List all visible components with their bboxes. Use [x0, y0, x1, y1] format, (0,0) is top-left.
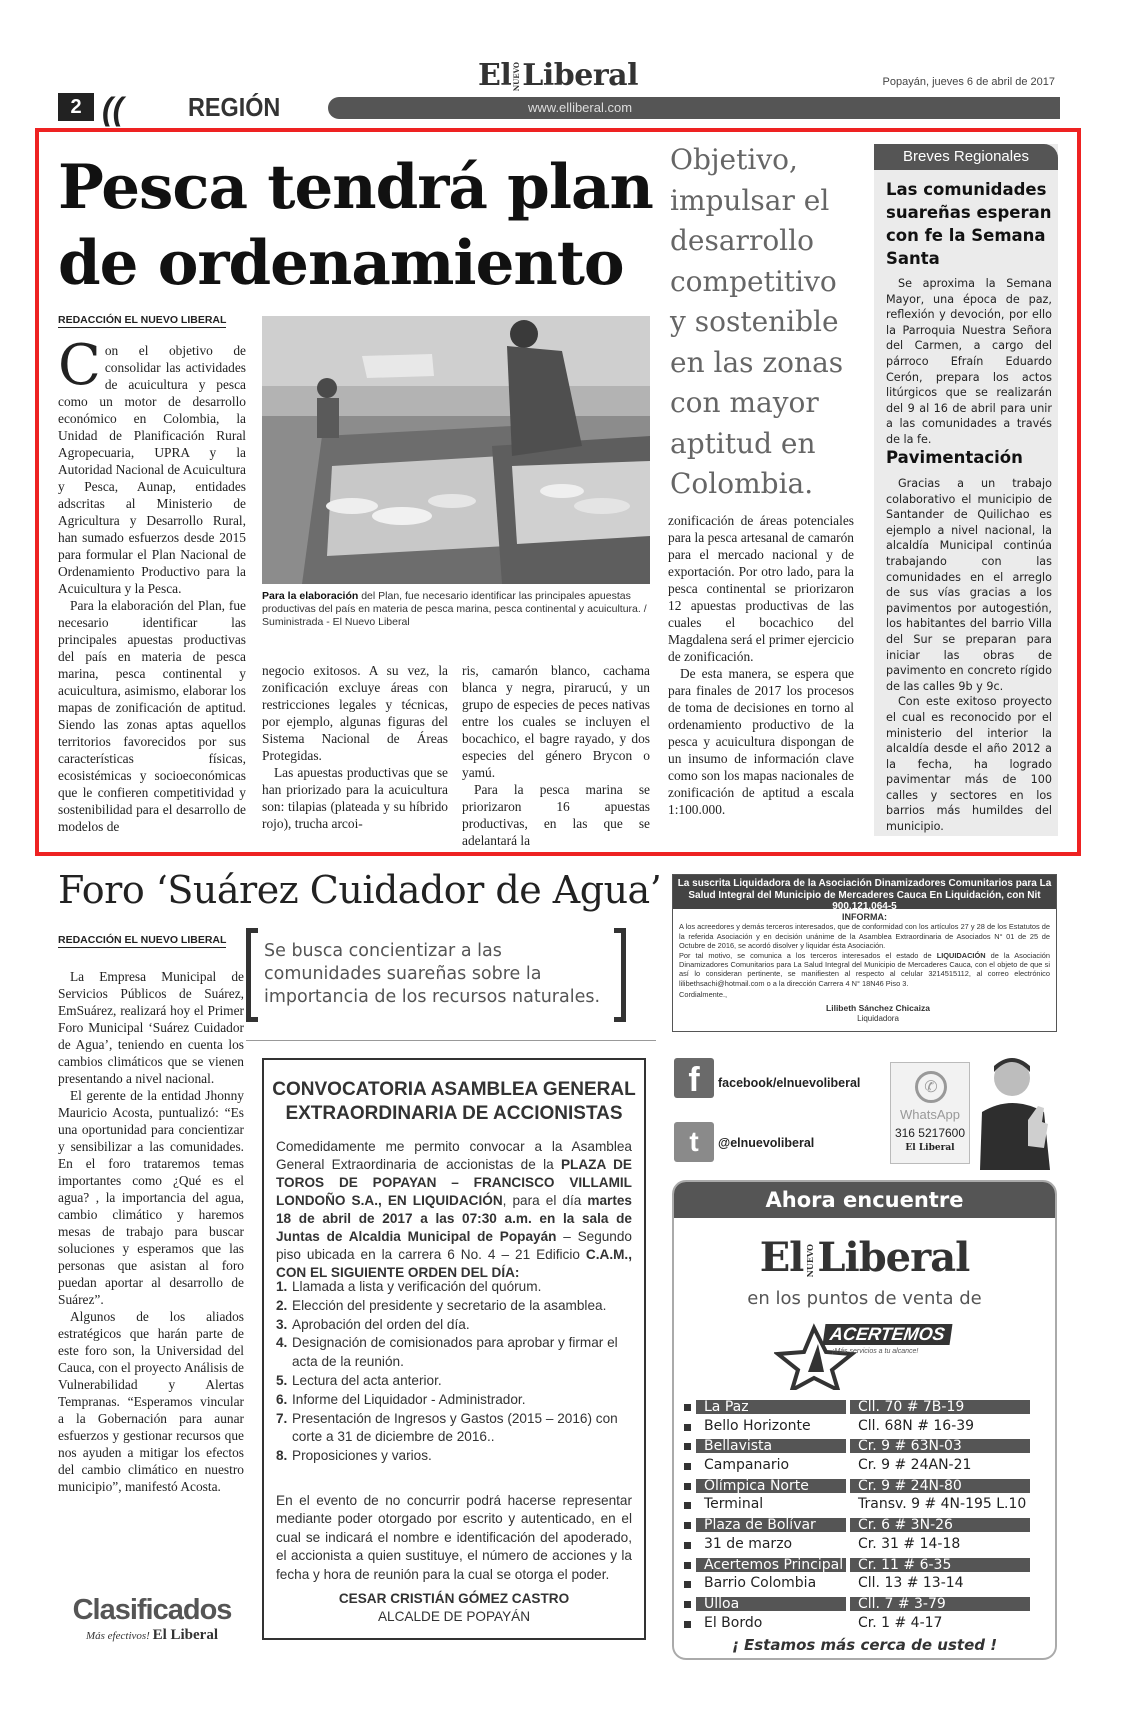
list-item: 7. Presentación de Ingresos y Gastos (2015 – 2016) con corte a 31 de diciembre de 2016..	[276, 1410, 618, 1445]
sale-point-row	[682, 1574, 1044, 1594]
sale-point-name: Terminal	[704, 1496, 764, 1513]
bullet-icon	[684, 1562, 691, 1569]
sale-point-row	[682, 1397, 1044, 1417]
bullet-icon	[684, 1621, 691, 1628]
convocatoria-title: CONVOCATORIA ASAMBLEA GENERAL EXTRAORDINARIA DE ACCIONISTAS	[272, 1079, 636, 1124]
sale-point-name: Barrio Colombia	[704, 1575, 817, 1592]
byline: REDACCIÓN EL NUEVO LIBERAL	[58, 314, 227, 326]
article-paragraph: Algunos de los aliados estratégicos que harán parte de este foro son, la Universidad del Cauca, con el proyecto Análisis de Vulnerabilidad y Alertas Tempranas. “Esperamos vincular a la Gobernación para aunar esfuerzos y gestionar recursos que nos ayuden a mitigar los efectos del cambio climático en nuestro municipio”, manifestó Acosta.	[58, 1309, 244, 1494]
ahora-subtitle: en los puntos de venta de	[747, 1288, 982, 1309]
caption-text: del Plan, fue necesario identificar las principales apuestas productivas del país en materia de pesca marina, pesca continental y acuicultura. /	[262, 590, 647, 615]
list-item: 5. Lectura del acta anterior.	[276, 1372, 442, 1388]
sale-point-name: Plaza de Bolívar	[696, 1518, 846, 1532]
bullet-icon	[684, 1542, 691, 1549]
convocatoria-footer: En el evento de no concurrir podrá hacerse representar mediante poder otorgado por escrito y autenticado, en el cual se indicará el nombre e identificación del apoderado, el accionista a quien sustituye, el número de acciones y la fecha y hora de reunión para la cual se otorga el poder.	[276, 1493, 632, 1582]
fishing-photo	[262, 316, 650, 584]
whatsapp-card[interactable]	[890, 1062, 970, 1164]
article-paragraph: El gerente de la entidad Jhonny Mauricio Acosta, puntualizó: “Es una oportunidad para concientizar y sensibilizar a las comunidades. En el foro trataremos temas importantes como ¿Qué es el agua? , la importancia del agua, cambio climático y haremos mesas de trabajo para buscar soluciones y esperamos que las personas que asistan al foro puedan aportar al desarrollo de Suárez”.	[58, 1088, 244, 1307]
breves-sidebar	[874, 144, 1058, 836]
quote-bracket-left-icon	[246, 928, 258, 1022]
whatsapp-number: 316 5217600	[894, 1126, 966, 1140]
sale-point-address: Cr. 1 # 4-17	[858, 1614, 943, 1631]
article-column-2	[262, 662, 448, 832]
sale-point-name: 31 de marzo	[704, 1535, 793, 1552]
list-item: 2. Elección del presidente y secretario de la asamblea.	[276, 1297, 607, 1313]
bullet-icon	[684, 1404, 691, 1411]
convocatoria-notice	[262, 1058, 646, 1640]
sale-point-name: El Bordo	[704, 1614, 763, 1631]
article-paragraph: zonificación de áreas potenciales para la pesca artesanal de camarón para el mercado nacional y de exportación. Por otro lado, para la pesca continental se priorizaron 12 apuestas productivas de las cuales el bocachico del Magdalena será el primer ejercicio de zonificación.	[668, 513, 854, 664]
article-paragraph: ris, camarón blanco, cachama blanca y negra, pirarucú, y un grupo de especies de peces nativas entre los cuales se incluyen el bocachico, el bagre rayado, y dos especies del género Brycon o yamú.	[462, 663, 650, 780]
list-item: 6. Informe del Liquidador - Administrador.	[276, 1391, 526, 1407]
sale-point-address: Cll. 70 # 7B-19	[850, 1400, 1030, 1414]
photo-caption	[262, 590, 650, 629]
sale-point-address: Cr. 6 # 3N-26	[850, 1518, 1030, 1532]
ahora-logo: El NUEVOLiberal	[759, 1234, 970, 1281]
acertemos-slogan: ¡Más servicios a tu alcance!	[832, 1348, 919, 1355]
ahora-footer: ¡ Estamos más cerca de usted !	[731, 1636, 998, 1654]
masthead-logo	[478, 58, 638, 93]
foro-quote	[246, 928, 626, 1022]
dateline: Popayán, jueves 6 de abril de 2017	[882, 76, 1055, 88]
article-column-1	[58, 333, 246, 835]
clasificados-tagline: Más efectivos! El Liberal	[85, 1627, 218, 1643]
breve-text: Gracias a un trabajo colaborativo el municipio de Santander de Quilichao es ejemplo a nivel nacional, la alcaldía Municipal continúa trabajando con las comunidades en el arreglo de sus vías gracias a los pavimentos por autogestión, los habitantes del barrio Villa del Sur se preparan para iniciar las obras de pavimento en concreto rígido de las calles 9b y 9c. Con este exitoso proyecto el cual es reconocido por el ministerio del interior la alcaldía desde el año 2012 a la fecha, ha logrado pavimentar más de 100 calles y sectores en los barrios más humildes del municipio.	[886, 477, 1052, 834]
bullet-icon	[684, 1483, 691, 1490]
liquidation-notice	[672, 874, 1057, 1032]
sale-point-name: Campanario	[704, 1457, 790, 1474]
sale-point-name: Bellavista	[696, 1439, 846, 1453]
breve-title: Pavimentación	[886, 448, 1023, 467]
bullet-icon	[684, 1424, 691, 1431]
convocatoria-intro: Comedidamente me permito convocar a la Asamblea General Extraordinaria de accionistas de la PLAZA DE TOROS DE POPAYAN – FRANCISCO VILLAMIL LONDOÑO S.A., EN LIQUIDACIÓN, para el día martes 18 de abril de 2017 a las 07:30 a.m. en la sala de Juntas de Alcaldia Municipal de Popayán – Segundo piso ubicada en la carrera 6 No. 4 – 21 Edificio C.A.M., CON EL SIGUIENTE ORDEN DEL DÍA:	[276, 1139, 632, 1280]
notice-body: INFORMA: A los acreedores y demás terceros interesados, que de conformidad con los artículos 27 y 28 de los Estatutos de la referida Asociación y en decisión unánime de la Asamblea Extraordinaria de Asociados N° 01 de 25 de Octubre de 2016, se acordó disolver y liquidar ésta Asociación. Por tal motivo, se comunica a los terceros interesados el estado de LIQUIDACIÓN de la Asociación Dinamizadores Comunitarios para La Salud Integral del Municipio de Mercaderes Cauca, con el objeto de que si así lo consideran pertinente, se manifiesten al respecto al celular 3214515112, al correo electrónico lilibethsachi@hotmail.com o a la dirección Carrera 4 N° 18N46 Piso 3. Cordialmente.,	[679, 912, 1050, 1000]
caption-lead: Para la elaboración	[262, 590, 359, 602]
page-bar	[58, 91, 1060, 127]
article-paragraph: La Empresa Municipal de Servicios Públicos de Suárez, EmSuárez, realizará hoy el Primer Foro Municipal ‘Suárez Cuidador de Agua’, teniendo en cuenta los cambios climáticos que se vienen presentando a nivel nacional.	[58, 969, 244, 1086]
article-paragraph: Con el objetivo de consolidar las actividades de acuicultura y pesca como un motor de desarrollo económico en Colombia, la Unidad de Planificación Rural Agropecuaria, UPRA y la Autoridad Nacional de Acuicultura y Pesca, Aunap, entidades adscritas al Ministerio de Agricultura y Desarrollo Rural, han sumado esfuerzos desde 2015 para formular el Plan Nacional de Ordenamiento Productivo para la Acuicultura y la Pesca.	[58, 333, 246, 596]
section-title: REGIÓN	[188, 92, 281, 122]
sale-point-row	[682, 1515, 1044, 1535]
sale-point-row	[682, 1476, 1044, 1496]
agenda-list	[276, 1278, 632, 1466]
bullet-icon	[684, 1502, 691, 1509]
article-paragraph: Las apuestas productivas que se han priorizado para la acuicultura son: tilapias (plateada y su híbrido rojo), trucha arcoi-	[262, 765, 448, 831]
drop-cap: C	[58, 333, 101, 398]
article-paragraph: negocio exitosos. A su vez, la zonificación excluye áreas con restricciones legales y técnicas, por ejemplo, algunas figuras del Sistema Nacional de Áreas Protegidas.	[262, 663, 448, 763]
bullet-icon	[684, 1581, 691, 1588]
sale-point-row	[682, 1555, 1044, 1575]
website-url[interactable]: www.elliberal.com	[328, 97, 1060, 119]
whatsapp-icon: ✆	[915, 1071, 947, 1103]
article-paragraph: De esta manera, se espera que para finales de 2017 los procesos de toma de decisiones en torno al ordenamiento productivo de la pesca y acuicultura dispongan de un insumo de información clave como son los mapas nacionales de zonificación de aptitud a escala 1:100.000.	[668, 666, 854, 817]
sale-point-row	[682, 1614, 1044, 1634]
logo-nuevo: NUEVO	[512, 62, 522, 92]
ahora-header: Ahora encuentre	[674, 1182, 1055, 1218]
bullet-icon	[684, 1443, 691, 1450]
sale-point-address: Transv. 9 # 4N-195 L.10	[858, 1496, 1027, 1513]
twitter-link[interactable]: @elnuevoliberal	[718, 1136, 815, 1150]
breve-text: Se aproxima la Semana Mayor, una época de paz, reflexión y devoción, por ello la Parroquia Nuestra Señora del Carmen, a cargo del párroco Efraín Eduardo Cerón, prepara los actos litúrgicos que se realizarán del 9 al 16 de abril para unir a las comunidades a través de la fe.	[886, 277, 1052, 446]
sale-point-row	[682, 1436, 1044, 1456]
list-item: 4. Designación de comisionados para aprobar y firmar el acta de la reunión.	[276, 1335, 618, 1370]
sale-point-row	[682, 1417, 1044, 1437]
points-of-sale-ad	[672, 1180, 1057, 1660]
sale-point-row	[682, 1456, 1044, 1476]
acertemos-name: ACERTEMOS	[823, 1324, 953, 1345]
foro-headline: Foro ‘Suárez Cuidador de Agua’	[58, 868, 662, 912]
sale-point-row	[682, 1495, 1044, 1515]
sale-point-address: Cll. 7 # 3-79	[850, 1597, 1030, 1611]
whatsapp-label: WhatsApp	[900, 1107, 960, 1122]
sale-point-address: Cr. 9 # 63N-03	[850, 1439, 1030, 1453]
headline: Pesca tendrá plan de ordenamiento	[58, 152, 653, 299]
convocatoria-signature: CESAR CRISTIÁN GÓMEZ CASTRO ALCALDE DE POPAYÁN	[338, 1591, 570, 1624]
page-number: 2	[58, 93, 94, 121]
sale-point-address: Cll. 68N # 16-39	[858, 1417, 975, 1434]
bullet-icon	[684, 1522, 691, 1529]
article-column-3	[462, 662, 650, 849]
pull-quote: Objetivo, impulsar el desarrollo competitivo y sostenible en las zonas con mayor aptitud en Colombia.	[670, 143, 844, 500]
notice-header: La suscrita Liquidadora de la Asociación Dinamizadores Comunitarios para La Salud Integral del Municipio de Mercaderes Cauca En Liquidación, con Nit 900.121.064-5	[673, 875, 1056, 909]
breves-header: Breves Regionales	[874, 144, 1058, 170]
sale-point-row	[682, 1535, 1044, 1555]
list-item: 8. Proposiciones y varios.	[276, 1448, 432, 1464]
foro-body	[58, 968, 244, 1495]
sale-point-address: Cr. 9 # 24AN-21	[858, 1457, 972, 1474]
article-column-4	[668, 512, 854, 818]
facebook-link[interactable]: facebook/elnuevoliberal	[718, 1076, 861, 1090]
sale-point-address: Cr. 9 # 24N-80	[850, 1479, 1030, 1493]
sale-point-name: Bello Horizonte	[704, 1417, 811, 1434]
byline: REDACCIÓN EL NUEVO LIBERAL	[58, 934, 227, 946]
logo-el: El	[478, 58, 512, 93]
foro-quote-text: Se busca concientizar a las comunidades suareñas sobre la importancia de los recursos naturales.	[264, 941, 601, 1007]
logo-liberal: Liberal	[522, 58, 638, 93]
sale-point-row	[682, 1594, 1044, 1614]
section-slashes-icon: ((	[102, 91, 124, 127]
article-paragraph: Para la elaboración del Plan, fue necesario identificar las principales apuestas productivas del país en materia de pesca marina, pesca continental y acuicultura, asimismo, elaborar los mapas de zonificación de aptitud. Siendo las zonas aptas aquellos territorios favorecidos por sus características físicas, ecosistémicas y socioeconómicas que le confieren competitividad y sostenibilidad para el desarrollo de modelos de	[58, 598, 246, 834]
list-item: 1. Llamada a lista y verificación del quórum.	[276, 1279, 542, 1294]
clasificados-ad[interactable]	[72, 1594, 232, 1644]
sale-point-address: Cr. 11 # 6-35	[850, 1558, 1030, 1572]
sale-point-address: Cll. 13 # 13-14	[858, 1575, 964, 1592]
quote-bracket-right-icon	[614, 928, 626, 1022]
list-item: 3. Aprobación del orden del día.	[276, 1316, 470, 1332]
fishing-photo-illustration	[262, 316, 650, 584]
sale-point-name: Acertemos Principal	[696, 1558, 846, 1572]
divider	[246, 1040, 656, 1041]
facebook-icon[interactable]: f	[674, 1058, 714, 1098]
whatsapp-brand: El Liberal	[905, 1143, 955, 1153]
bullet-icon	[684, 1463, 691, 1470]
breve-title: Las comunidades suareñas esperan con fe la Semana Santa	[886, 180, 1052, 268]
twitter-icon[interactable]: t	[674, 1122, 714, 1162]
notice-signature: Lilibeth Sánchez Chicaiza Liquidadora	[826, 1003, 930, 1023]
caption-credit: Suministrada - El Nuevo Liberal	[262, 616, 410, 628]
sale-point-name: La Paz	[696, 1400, 846, 1414]
thumbs-up-person-image	[972, 1050, 1056, 1170]
clasificados-title: Clasificados	[72, 1594, 232, 1626]
bullet-icon	[684, 1601, 691, 1608]
sale-point-name: Olímpica Norte	[696, 1479, 846, 1493]
sale-point-name: Ulloa	[696, 1597, 846, 1611]
sale-point-address: Cr. 31 # 14-18	[858, 1535, 961, 1552]
points-list	[682, 1397, 1044, 1633]
article-paragraph: Para la pesca marina se priorizaron 16 apuestas productivas, en las que se adelantará la	[462, 782, 650, 848]
